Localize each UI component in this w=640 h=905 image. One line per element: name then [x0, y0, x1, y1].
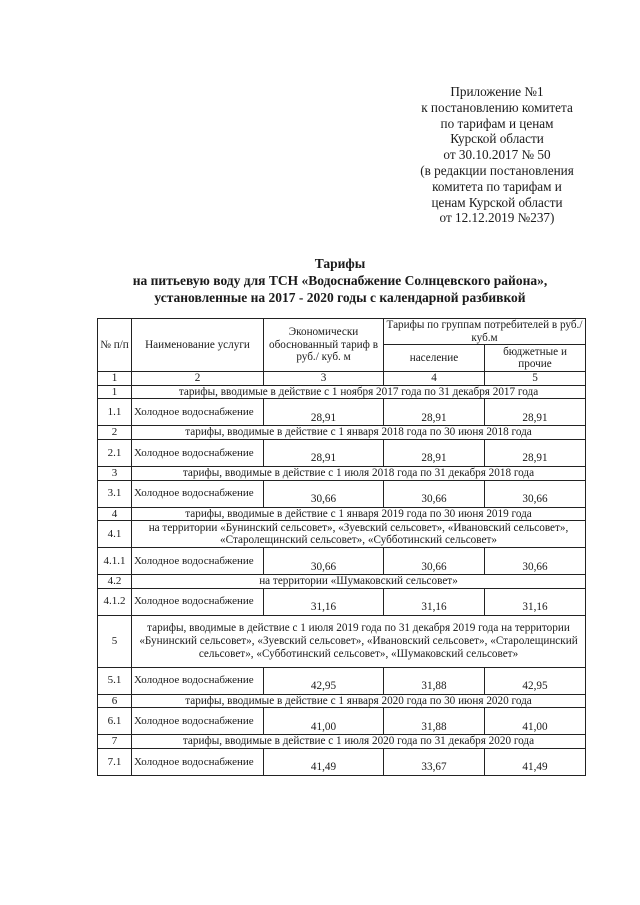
population-tariff-value: 31,88	[384, 708, 485, 735]
section-title: тарифы, вводимые в действие с 1 января 2018 года по 30 июня 2018 года	[132, 426, 586, 440]
row-number: 3	[98, 466, 132, 480]
appendix-line: Курской области	[450, 131, 544, 147]
economic-tariff-value: 28,91	[264, 399, 384, 426]
service-name: Холодное водоснабжение	[132, 399, 264, 426]
table-row	[98, 708, 586, 735]
row-number: 2.1	[98, 439, 132, 466]
appendix-line: комитета по тарифам и	[432, 178, 562, 194]
table-row	[98, 667, 586, 694]
budget-tariff-value: 31,16	[485, 588, 586, 615]
service-name: Холодное водоснабжение	[132, 439, 264, 466]
economic-tariff-value: 41,49	[264, 748, 384, 775]
economic-tariff-value: 42,95	[264, 667, 384, 694]
appendix-line: от 30.10.2017 № 50	[443, 147, 551, 163]
population-tariff-value: 28,91	[384, 399, 485, 426]
appendix-line: по тарифам и ценам	[440, 115, 554, 131]
section-row	[98, 575, 586, 589]
section-row	[98, 385, 586, 399]
budget-tariff-value: 30,66	[485, 548, 586, 575]
service-name: Холодное водоснабжение	[132, 480, 264, 507]
row-number: 4.1.1	[98, 548, 132, 575]
row-number: 4.1.2	[98, 588, 132, 615]
section-title: тарифы, вводимые в действие с 1 ноября 2017 года по 31 декабря 2017 года	[132, 385, 586, 399]
budget-tariff-value: 42,95	[485, 667, 586, 694]
table-row	[98, 480, 586, 507]
row-number: 3.1	[98, 480, 132, 507]
appendix-line: от 12.12.2019 №237)	[439, 210, 555, 226]
section-title: тарифы, вводимые в действие с 1 июля 2019 года по 31 декабря 2019 года на территории «Бунинский сельсовет», «Зуевский сельсовет», «Ивановский сельсовет», «Старолещинский сельсовет», «Субботинский сельсовет», «Шумаковский сельсовет»	[132, 615, 586, 667]
document-title	[100, 255, 580, 306]
section-title: тарифы, вводимые в действие с 1 января 2020 года по 30 июня 2020 года	[132, 694, 586, 708]
section-row	[98, 466, 586, 480]
section-title: на территории «Шумаковский сельсовет»	[132, 575, 586, 589]
section-title: на территории «Бунинский сельсовет», «Зуевский сельсовет», «Ивановский сельсовет», «Старолещинский сельсовет», «Субботинский сельсовет»	[132, 521, 586, 548]
header-economic-tariff: Экономически обоснованный тариф в руб./ куб. м	[264, 319, 384, 372]
header-row	[98, 319, 586, 345]
appendix-line: ценам Курской области	[431, 194, 563, 210]
section-row	[98, 521, 586, 548]
budget-tariff-value: 28,91	[485, 399, 586, 426]
header-consumer-groups: Тарифы по группам потребителей в руб./ куб.м	[384, 319, 586, 345]
row-number: 2	[98, 426, 132, 440]
economic-tariff-value: 30,66	[264, 480, 384, 507]
column-number-row	[98, 372, 586, 386]
section-row	[98, 694, 586, 708]
header-num: № п/п	[98, 319, 132, 372]
section-row	[98, 735, 586, 749]
table-row	[98, 748, 586, 775]
section-title: тарифы, вводимые в действие с 1 июля 2018 года по 31 декабря 2018 года	[132, 466, 586, 480]
economic-tariff-value: 30,66	[264, 548, 384, 575]
row-number: 1.1	[98, 399, 132, 426]
header-population: население	[384, 345, 485, 372]
section-title: тарифы, вводимые в действие с 1 июля 2020 года по 31 декабря 2020 года	[132, 735, 586, 749]
population-tariff-value: 30,66	[384, 548, 485, 575]
budget-tariff-value: 30,66	[485, 480, 586, 507]
service-name: Холодное водоснабжение	[132, 548, 264, 575]
row-number: 7.1	[98, 748, 132, 775]
population-tariff-value: 28,91	[384, 439, 485, 466]
table-row	[98, 548, 586, 575]
section-row	[98, 615, 586, 667]
row-number: 5	[98, 615, 132, 667]
tariff-table	[97, 318, 586, 776]
row-number: 6.1	[98, 708, 132, 735]
row-number: 4.1	[98, 521, 132, 548]
header-budget: бюджетные и прочие	[485, 345, 586, 372]
row-number: 6	[98, 694, 132, 708]
column-number: 1	[98, 372, 132, 386]
section-title: тарифы, вводимые в действие с 1 января 2019 года по 30 июня 2019 года	[132, 507, 586, 521]
service-name: Холодное водоснабжение	[132, 708, 264, 735]
service-name: Холодное водоснабжение	[132, 667, 264, 694]
title-line-1: Тарифы	[314, 256, 366, 271]
table-row	[98, 439, 586, 466]
economic-tariff-value: 28,91	[264, 439, 384, 466]
header-service: Наименование услуги	[132, 319, 264, 372]
population-tariff-value: 31,88	[384, 667, 485, 694]
title-line-3: установленные на 2017 - 2020 годы с календарной разбивкой	[154, 290, 526, 305]
table-row	[98, 588, 586, 615]
row-number: 4.2	[98, 575, 132, 589]
row-number: 5.1	[98, 667, 132, 694]
section-row	[98, 507, 586, 521]
budget-tariff-value: 41,49	[485, 748, 586, 775]
column-number: 3	[264, 372, 384, 386]
row-number: 4	[98, 507, 132, 521]
column-number: 5	[485, 372, 586, 386]
title-line-2: на питьевую воду для ТСН «Водоснабжение Солнцевского района»,	[132, 273, 548, 288]
service-name: Холодное водоснабжение	[132, 748, 264, 775]
budget-tariff-value: 28,91	[485, 439, 586, 466]
row-number: 7	[98, 735, 132, 749]
economic-tariff-value: 31,16	[264, 588, 384, 615]
economic-tariff-value: 41,00	[264, 708, 384, 735]
appendix-line: (в редакции постановления	[420, 162, 574, 178]
budget-tariff-value: 41,00	[485, 708, 586, 735]
tariff-table-body	[98, 319, 586, 776]
service-name: Холодное водоснабжение	[132, 588, 264, 615]
population-tariff-value: 30,66	[384, 480, 485, 507]
section-row	[98, 426, 586, 440]
table-row	[98, 399, 586, 426]
appendix-line: к постановлению комитета	[421, 99, 573, 115]
row-number: 1	[98, 385, 132, 399]
appendix-block	[392, 84, 602, 226]
population-tariff-value: 31,16	[384, 588, 485, 615]
appendix-line: Приложение №1	[450, 84, 544, 99]
column-number: 4	[384, 372, 485, 386]
column-number: 2	[132, 372, 264, 386]
population-tariff-value: 33,67	[384, 748, 485, 775]
